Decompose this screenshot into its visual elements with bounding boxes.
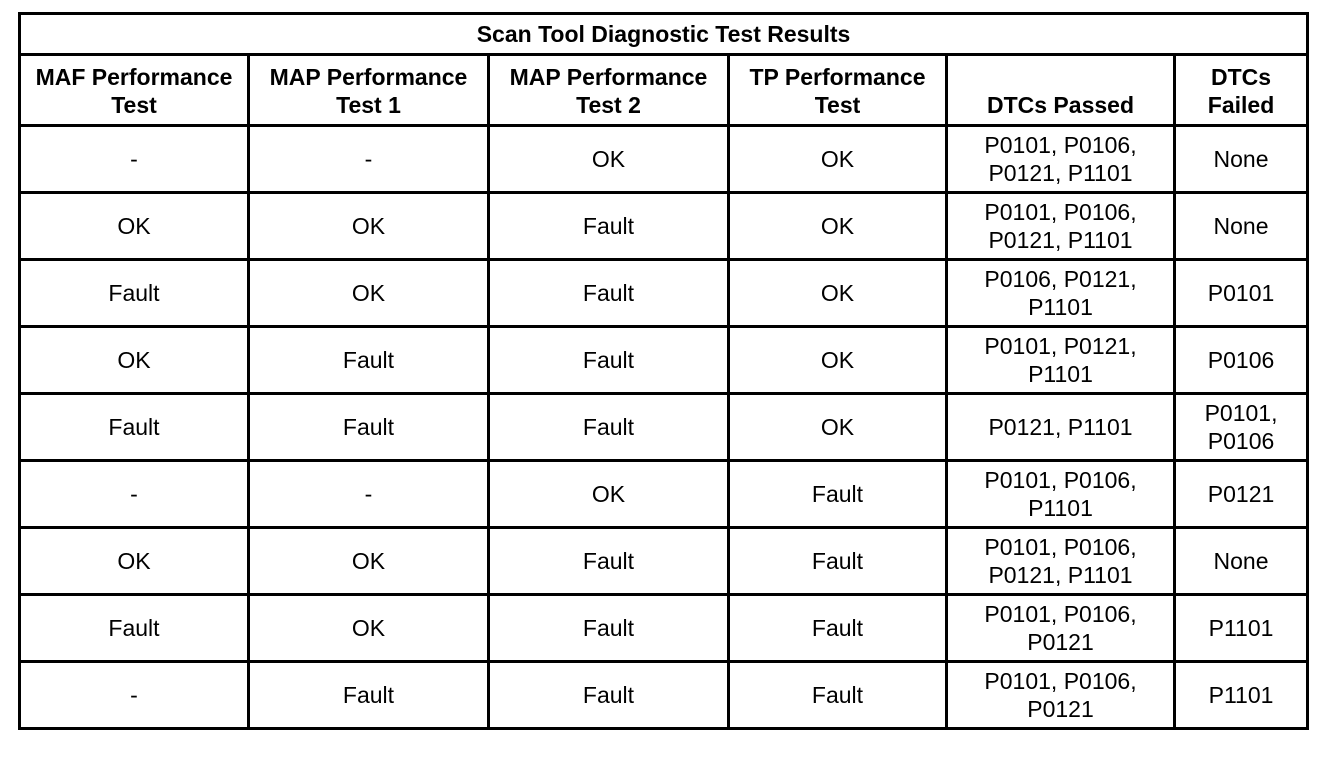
cell-dtcs-failed: None: [1175, 126, 1308, 193]
cell-dtcs-passed: P0101, P0106, P0121, P1101: [947, 528, 1175, 595]
cell-dtcs-failed: P0106: [1175, 327, 1308, 394]
cell-map-1: -: [249, 126, 489, 193]
cell-map-1: Fault: [249, 394, 489, 461]
table-row: [20, 528, 1308, 595]
cell-map-1: OK: [249, 193, 489, 260]
cell-map-1: Fault: [249, 327, 489, 394]
cell-tp: OK: [729, 193, 947, 260]
table-row: [20, 193, 1308, 260]
cell-maf: -: [20, 662, 249, 729]
cell-dtcs-passed: P0101, P0106, P0121, P1101: [947, 193, 1175, 260]
cell-dtcs-failed: P0101, P0106: [1175, 394, 1308, 461]
cell-map-2: Fault: [489, 595, 729, 662]
cell-map-2: OK: [489, 126, 729, 193]
title-row: [20, 14, 1308, 55]
cell-dtcs-passed: P0106, P0121, P1101: [947, 260, 1175, 327]
cell-maf: Fault: [20, 260, 249, 327]
cell-dtcs-failed: P0101: [1175, 260, 1308, 327]
cell-map-1: OK: [249, 260, 489, 327]
cell-dtcs-passed: P0101, P0106, P0121: [947, 595, 1175, 662]
cell-map-2: OK: [489, 461, 729, 528]
cell-tp: OK: [729, 394, 947, 461]
cell-map-2: Fault: [489, 193, 729, 260]
cell-dtcs-passed: P0121, P1101: [947, 394, 1175, 461]
cell-maf: OK: [20, 193, 249, 260]
header-map-performance-test-1: MAP Performance Test 1: [249, 55, 489, 126]
cell-maf: -: [20, 461, 249, 528]
cell-map-2: Fault: [489, 394, 729, 461]
header-maf-performance-test: MAF Performance Test: [20, 55, 249, 126]
cell-tp: OK: [729, 260, 947, 327]
cell-map-1: Fault: [249, 662, 489, 729]
cell-tp: OK: [729, 327, 947, 394]
table-row: [20, 461, 1308, 528]
cell-dtcs-passed: P0101, P0106, P0121: [947, 662, 1175, 729]
table-row: [20, 662, 1308, 729]
cell-dtcs-failed: None: [1175, 528, 1308, 595]
cell-map-1: -: [249, 461, 489, 528]
cell-map-2: Fault: [489, 528, 729, 595]
header-dtcs-passed: DTCs Passed: [947, 55, 1175, 126]
header-row: [20, 55, 1308, 126]
cell-map-2: Fault: [489, 662, 729, 729]
cell-dtcs-failed: P0121: [1175, 461, 1308, 528]
cell-map-1: OK: [249, 595, 489, 662]
cell-map-2: Fault: [489, 260, 729, 327]
table-title: Scan Tool Diagnostic Test Results: [20, 14, 1308, 55]
cell-tp: Fault: [729, 595, 947, 662]
table-row: [20, 394, 1308, 461]
header-map-performance-test-2: MAP Performance Test 2: [489, 55, 729, 126]
cell-maf: -: [20, 126, 249, 193]
diagnostic-results-table: [18, 12, 1309, 730]
header-tp-performance-test: TP Performance Test: [729, 55, 947, 126]
cell-dtcs-passed: P0101, P0106, P0121, P1101: [947, 126, 1175, 193]
cell-maf: Fault: [20, 595, 249, 662]
cell-map-1: OK: [249, 528, 489, 595]
cell-tp: Fault: [729, 662, 947, 729]
cell-tp: OK: [729, 126, 947, 193]
cell-dtcs-failed: None: [1175, 193, 1308, 260]
cell-dtcs-failed: P1101: [1175, 595, 1308, 662]
cell-tp: Fault: [729, 461, 947, 528]
table-row: [20, 595, 1308, 662]
cell-tp: Fault: [729, 528, 947, 595]
cell-dtcs-passed: P0101, P0121, P1101: [947, 327, 1175, 394]
cell-dtcs-passed: P0101, P0106, P1101: [947, 461, 1175, 528]
cell-dtcs-failed: P1101: [1175, 662, 1308, 729]
header-dtcs-failed: DTCs Failed: [1175, 55, 1308, 126]
table-row: [20, 327, 1308, 394]
cell-maf: Fault: [20, 394, 249, 461]
cell-maf: OK: [20, 528, 249, 595]
cell-maf: OK: [20, 327, 249, 394]
table-row: [20, 260, 1308, 327]
table-row: [20, 126, 1308, 193]
cell-map-2: Fault: [489, 327, 729, 394]
